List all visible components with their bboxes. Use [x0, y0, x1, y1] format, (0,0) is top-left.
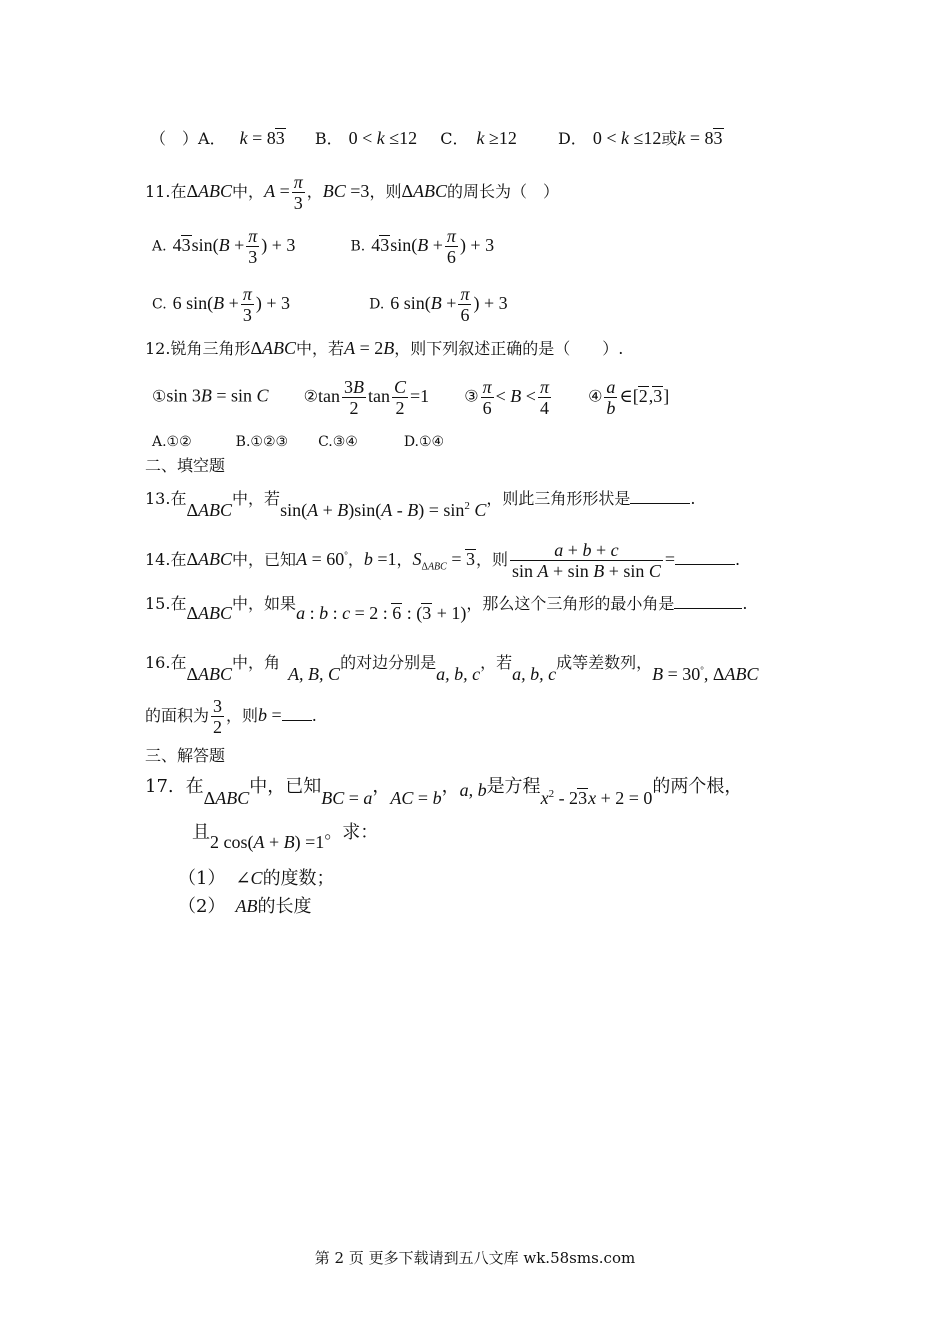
q16-number: 16. — [145, 653, 171, 672]
q15-text: . — [742, 594, 748, 613]
q13-answer-blank[interactable] — [630, 487, 690, 504]
q16-text: . — [311, 706, 317, 725]
q12-statement-2-marker: ② — [303, 386, 318, 406]
q16-text: 中，角 — [232, 653, 281, 672]
q17-text: 是方程 — [486, 776, 541, 797]
q13-text: . — [690, 489, 696, 508]
q13-text: 在 — [170, 489, 187, 508]
q15-text: ，那么这个三角形的最小角是 — [466, 594, 675, 613]
page-footer: 第 2 页 更多下载请到五八文库 wk.58sms.com — [314, 1249, 636, 1267]
q17-part-2-text: 的长度 — [257, 896, 312, 917]
q12-statement-4-marker: ④ — [588, 386, 603, 406]
q11-number: 11. — [145, 182, 171, 201]
q17-text: 的两个根， — [652, 776, 743, 797]
q17-number: 17. — [145, 776, 174, 797]
q17-part-1-label: （1） — [178, 868, 226, 889]
q13-number: 13. — [145, 489, 171, 508]
q15-text: 在 — [170, 594, 187, 613]
q11-text: ，则 — [369, 182, 402, 201]
q12-statement-3-marker: ③ — [464, 386, 479, 406]
q16-line-1: 16.在ΔABC中，角A, B, C的对边分别是a, b, c，若a, b, c成等差数列，B = 30°, ΔABC — [145, 653, 759, 684]
q10-option-c: k ≥12 — [476, 128, 517, 148]
q16-text: ，若 — [480, 653, 513, 672]
q11-option-a-label: A. — [152, 238, 167, 255]
q17-part-2: （2） AB的长度 — [178, 896, 312, 917]
section-fill-in-blank-title: 二、填空题 — [145, 456, 226, 475]
q11-text: 的周长为（ ） — [447, 182, 560, 201]
q14: 14.在ΔABC中，已知A = 60°，b =1，$S_{\Delta ABC} = 3$，则 $\frac{a + b + c}{\text{sin A + sin B + sin C}}$ = . — [145, 540, 741, 581]
q12-stem: 12.锐角三角形ΔABC中，若A = 2B，则下列叙述正确的是（ ）. — [145, 338, 624, 358]
q17-part-1-text: 的度数； — [262, 868, 335, 889]
q14-answer-blank[interactable] — [675, 548, 735, 565]
q13-text: ，则此三角形形状是 — [486, 489, 631, 508]
q17-text: 。求： — [324, 822, 379, 843]
q11-option-a: 43sin(B + $\frac{\pi}{3}$ ) + 3 — [172, 226, 296, 267]
q14-text: ， — [396, 550, 413, 569]
q11-option-d-label: D. — [369, 296, 385, 313]
q11-text: 中， — [232, 182, 265, 201]
q11-options-cd — [152, 284, 508, 325]
q17-text: ， — [372, 776, 391, 797]
q16-text: 在 — [170, 653, 187, 672]
q17-line-1: 17. 在ΔABC中，已知BC = a，AC = b，a, b是方程$x^2 - 23x + 2 = 0$的两个根， — [145, 776, 743, 808]
q12-text: ，则下列叙述正确的是（ ）. — [394, 339, 624, 358]
q17-text: 中，已知 — [249, 776, 322, 797]
q10-option-d-or: 或 — [661, 129, 678, 148]
q12-text: 中，若 — [296, 339, 345, 358]
q12-statement-3: $\frac{\pi}{6}$ < B < $\frac{\pi}{4}$ — [482, 377, 549, 418]
q16-answer-blank[interactable] — [282, 704, 312, 721]
q14-number: 14. — [145, 550, 171, 569]
q17-text: ， — [441, 776, 460, 797]
q11-stem: 11.在ΔABC中，A = $\frac{\pi}{3}$ ，BC =3，则ΔABC的周长为（ ） — [145, 172, 560, 213]
q16-text: 的对边分别是 — [340, 653, 437, 672]
q10-option-a-label: A． — [198, 129, 226, 148]
q13-text: 中，若 — [232, 489, 281, 508]
q12-statements — [152, 377, 669, 418]
q13: 13.在ΔABC中，若$\sin(A + B)\sin(A - B) = \sin^2 C$，则此三角形形状是 . — [145, 489, 696, 520]
q11-option-d: 6 sin(B + $\frac{\pi}{6}$ ) + 3 — [390, 284, 508, 325]
q10-options: （ ）A． k = 83 B． 0 < k ≤12 C． k ≥12 D． 0 < k ≤12或k = 83 — [150, 128, 723, 148]
q14-text: . — [735, 550, 741, 569]
q12-text: 锐角三角形 — [170, 339, 251, 358]
q11-option-b-label: B. — [350, 238, 366, 255]
q17-line-2: 且2 cos(A + B) =1。求： — [192, 822, 379, 852]
q10-option-c-label: C． — [440, 129, 469, 148]
q17-text: 且 — [192, 822, 210, 843]
q12-statement-4: $\frac{a}{b}$ ∈[2,3] — [606, 377, 670, 418]
q10-option-a: k — [239, 128, 248, 148]
q11-option-c: 6 sin(B + $\frac{\pi}{3}$ ) + 3 — [172, 284, 291, 325]
q12-options — [152, 432, 444, 452]
q15-text: 中，如果 — [232, 594, 297, 613]
q11-option-b: 43sin(B + $\frac{\pi}{6}$ ) + 3 — [371, 226, 495, 267]
q10-option-d-label: D． — [557, 129, 587, 148]
q12-statement-2: tan $\frac{3B}{2}$ tan $\frac{C}{2}$ =1 — [317, 377, 430, 418]
q14-text: 在 — [170, 550, 187, 569]
q16-text: 的面积为 — [145, 706, 210, 725]
section-solution-title: 三、解答题 — [145, 746, 226, 765]
q12-option-d: D.①④ — [403, 434, 445, 450]
q10-option-b: 0 < k ≤12 — [348, 128, 418, 148]
q10-option-d: 0 < k ≤12 — [592, 128, 662, 148]
q12-number: 12. — [145, 339, 171, 358]
q16-text: 成等差数列， — [556, 653, 653, 672]
q11-text: 在 — [170, 182, 187, 201]
q17-text: 在 — [185, 776, 204, 797]
q11-text: ， — [306, 182, 323, 201]
q10-option-b-label: B． — [314, 129, 343, 148]
q14-text: ， — [347, 550, 364, 569]
q14-text: ，则 — [476, 550, 509, 569]
q10-option-d2: k = 83 — [677, 128, 723, 148]
q15-answer-blank[interactable] — [674, 592, 742, 609]
q12-statement-1: sin 3B = sin C — [166, 385, 269, 406]
q12-option-a: A.①② — [152, 434, 192, 450]
q12-option-c: C.③④ — [318, 434, 358, 450]
q15: 15.在ΔABC中，如果a : b : c = 2 : 6 : (3 + 1)，那么这个三角形的最小角是 . — [145, 594, 748, 623]
q16-line-2: 的面积为 $\frac{3}{2}$ ，则b = . — [145, 696, 317, 737]
q15-number: 15. — [145, 594, 171, 613]
q10-paren: （ ） — [150, 129, 199, 148]
q17-part-2-label: （2） — [178, 896, 226, 917]
q17-part-1: （1） ∠C的度数； — [178, 868, 335, 889]
q16-text: ，则 — [226, 706, 259, 725]
q11-options-ab — [152, 226, 494, 267]
q12-statement-1-marker: ① — [152, 386, 167, 406]
q11-option-c-label: C. — [152, 296, 167, 313]
q14-text: 中，已知 — [232, 550, 297, 569]
q12-option-b: B.①②③ — [235, 434, 289, 450]
